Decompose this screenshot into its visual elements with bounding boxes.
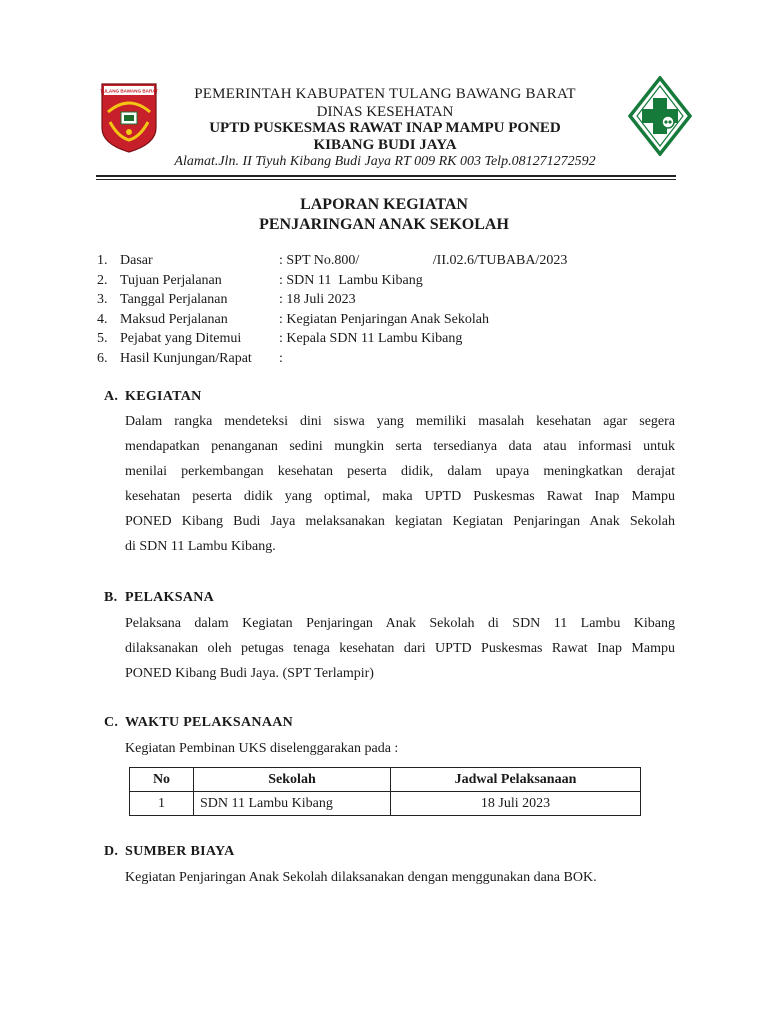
section-letter: C. [104,715,119,730]
schedule-table [129,767,641,816]
section-title: KEGIATAN [125,389,202,404]
detail-number: 4. [97,311,108,327]
section-letter: A. [104,389,119,404]
paragraph-line: PONED Kibang Budi Jaya. (SPT Terlampir) [125,666,374,681]
paragraph-line: dilaksanakan oleh petugas tenaga kesehatan dari UPTD Puskesmas Rawat Inap Mampu [125,641,675,656]
paragraph-line: di SDN 11 Lambu Kibang. [125,539,276,554]
details-list [97,253,657,370]
section-b-heading [104,590,214,606]
detail-row [97,312,657,332]
detail-row [97,351,657,371]
column-header-schedule: Jadwal Pelaksanaan [391,768,641,792]
section-title: SUMBER BIAYA [125,844,235,859]
detail-row [97,292,657,312]
detail-label: Hasil Kunjungan/Rapat [120,350,252,366]
paragraph-line: kesehatan peserta didik yang optimal, maka UPTD Puskesmas Rawat Inap Mampu [125,489,675,504]
paragraph-line: Dalam rangka mendeteksi dini siswa yang memiliki masalah kesehatan agar segera [125,414,675,429]
report-subtitle: PENJARINGAN ANAK SEKOLAH [259,216,509,233]
kop-address: Alamat.Jln. II Tiyuh Kibang Budi Jaya RT 009 RK 003 Telp.081271272592 [174,154,596,169]
detail-label: Pejabat yang Ditemui [120,331,242,346]
detail-label: Maksud Perjalanan [120,311,228,327]
paragraph-line: Pelaksana dalam Kegiatan Penjaringan Anak Sekolah di SDN 11 Lambu Kibang [125,616,675,631]
detail-label: Tanggal Perjalanan [120,292,228,307]
left-logo-label: TULANG BAWANG BARAT [100,88,158,94]
detail-number: 6. [97,350,108,366]
section-a-paragraph [125,412,675,562]
column-header-school: Sekolah [194,768,391,792]
detail-row [97,331,657,351]
section-d-heading [104,844,235,860]
detail-number: 1. [97,253,108,268]
section-title: PELAKSANA [125,590,215,605]
detail-value: : SDN 11 Lambu Kibang [279,272,423,288]
detail-value: : 18 Juli 2023 [279,292,356,307]
header-divider-thick [96,175,676,177]
table-row [130,792,641,816]
column-header-no: No [130,768,194,792]
detail-number: 2. [97,272,108,288]
cell-no: 1 [130,792,194,816]
kop-agency: DINAS KESEHATAN [316,104,454,120]
detail-row [97,253,657,273]
table-header-row [130,768,641,792]
section-letter: D. [104,844,119,859]
paragraph-line: menilai perkembangan kesehatan peserta didik, dalam upaya meningkatkan derajat [125,464,675,479]
detail-value: : Kepala SDN 11 Lambu Kibang [279,331,463,346]
section-title: WAKTU PELAKSANAAN [125,715,294,730]
kop-institution: UPTD PUSKESMAS RAWAT INAP MAMPU PONED [209,120,561,136]
cell-school: SDN 11 Lambu Kibang [194,792,391,816]
header-divider-thin [96,179,676,180]
detail-label: Tujuan Perjalanan [120,272,222,288]
detail-value: : [279,350,283,366]
section-b-paragraph [125,614,675,689]
kop-location: KIBANG BUDI JAYA [313,137,457,153]
paragraph-line: PONED Kibang Budi Jaya melaksanakan kegiatan Kegiatan Penjaringan Anak Sekolah [125,514,675,529]
paragraph-line: mendapatkan penanganan sedini mungkin serta tersedianya data atau informasi untuk [125,439,675,454]
detail-value: : Kegiatan Penjaringan Anak Sekolah [279,311,489,327]
cell-schedule: 18 Juli 2023 [391,792,641,816]
detail-row [97,273,657,293]
section-c-heading [104,715,293,731]
section-a-heading [104,389,202,405]
report-title: LAPORAN KEGIATAN [300,196,468,213]
section-letter: B. [104,590,118,605]
detail-number: 5. [97,331,108,346]
kop-government: PEMERINTAH KABUPATEN TULANG BAWANG BARAT [194,86,576,102]
detail-label: Dasar [120,253,153,268]
section-c-intro: Kegiatan Pembinan UKS diselenggarakan pada : [125,741,399,756]
detail-value: : SPT No.800/ /II.02.6/TUBABA/2023 [279,253,568,268]
detail-number: 3. [97,292,108,307]
section-d-paragraph: Kegiatan Penjaringan Anak Sekolah dilaksanakan dengan menggunakan dana BOK. [125,870,597,885]
